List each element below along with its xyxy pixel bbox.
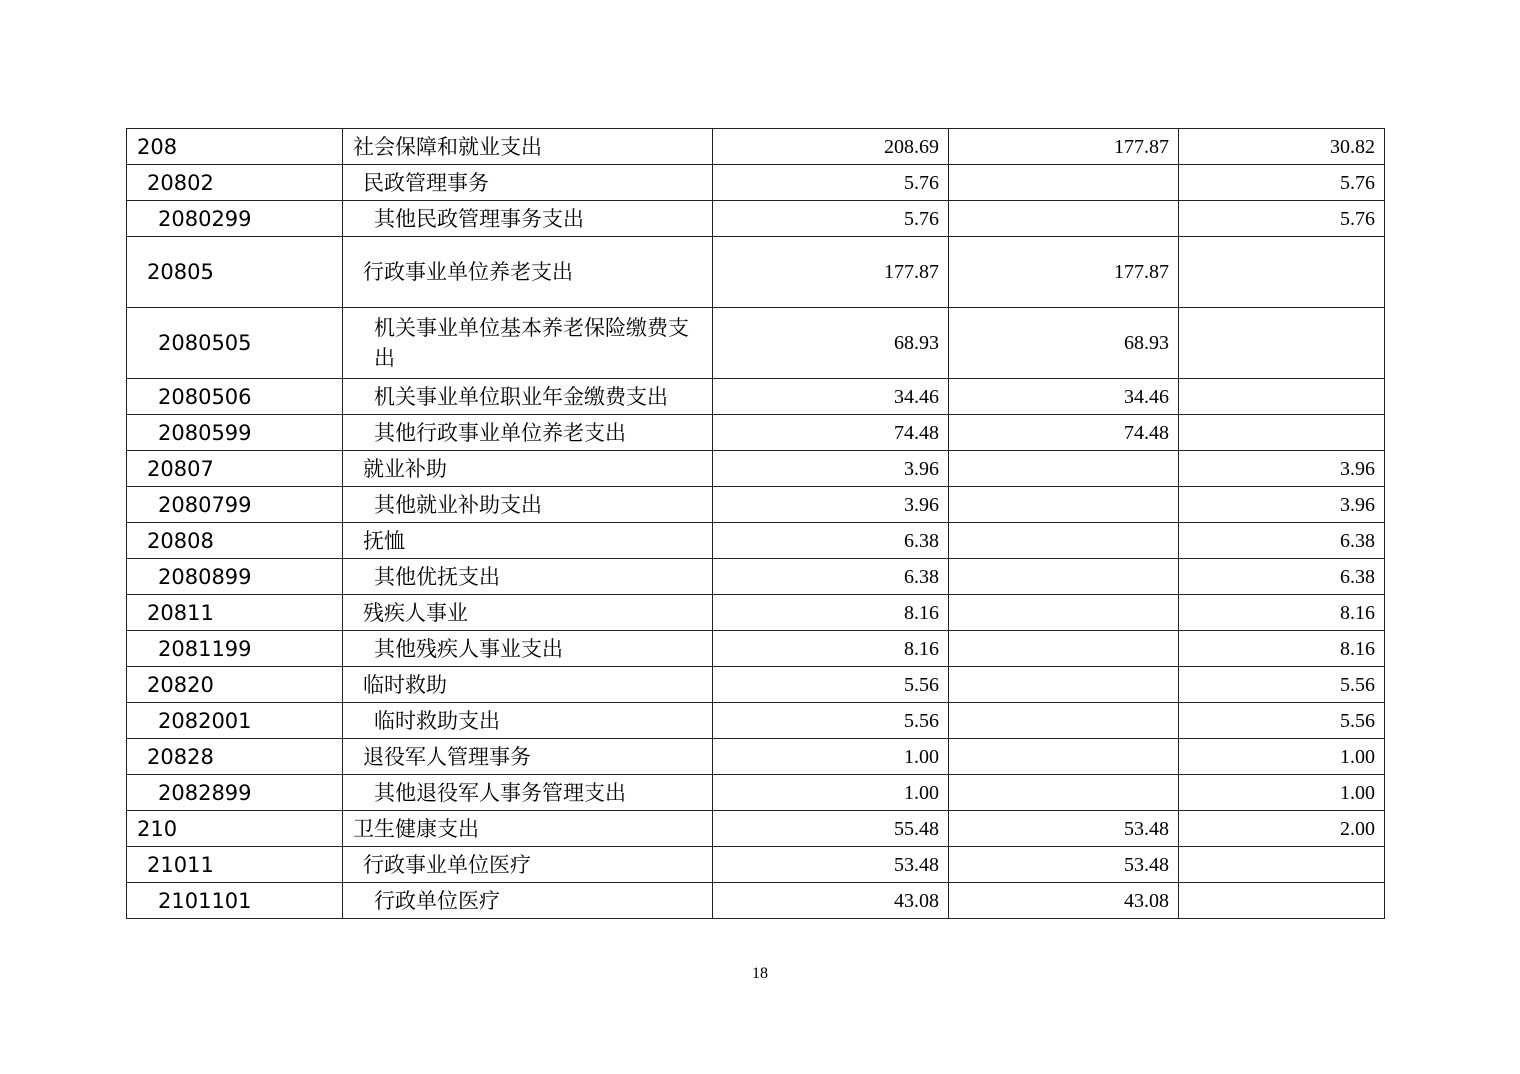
subject-name: 行政单位医疗	[343, 883, 713, 919]
basic-amount	[949, 595, 1179, 631]
project-amount: 1.00	[1179, 775, 1385, 811]
total-amount: 34.46	[713, 379, 949, 415]
basic-amount: 53.48	[949, 811, 1179, 847]
basic-amount	[949, 739, 1179, 775]
subject-name: 其他民政管理事务支出	[343, 201, 713, 237]
project-amount: 2.00	[1179, 811, 1385, 847]
subject-name: 退役军人管理事务	[343, 739, 713, 775]
project-amount: 6.38	[1179, 559, 1385, 595]
basic-amount	[949, 775, 1179, 811]
basic-amount	[949, 165, 1179, 201]
table-row	[127, 487, 1385, 523]
table-row	[127, 775, 1385, 811]
basic-amount	[949, 487, 1179, 523]
basic-amount	[949, 201, 1179, 237]
table-row	[127, 667, 1385, 703]
subject-code: 2080506	[127, 379, 343, 415]
table-row	[127, 201, 1385, 237]
total-amount: 5.56	[713, 703, 949, 739]
subject-code: 2080299	[127, 201, 343, 237]
table-row	[127, 523, 1385, 559]
basic-amount: 53.48	[949, 847, 1179, 883]
basic-amount	[949, 667, 1179, 703]
table-row	[127, 811, 1385, 847]
basic-amount: 177.87	[949, 129, 1179, 165]
table-row	[127, 308, 1385, 379]
subject-code: 20802	[127, 165, 343, 201]
table-row	[127, 631, 1385, 667]
total-amount: 53.48	[713, 847, 949, 883]
total-amount: 68.93	[713, 308, 949, 379]
subject-name: 残疾人事业	[343, 595, 713, 631]
table-row	[127, 559, 1385, 595]
subject-code: 2081199	[127, 631, 343, 667]
project-amount: 1.00	[1179, 739, 1385, 775]
subject-code: 2080599	[127, 415, 343, 451]
project-amount: 3.96	[1179, 451, 1385, 487]
subject-code: 210	[127, 811, 343, 847]
subject-code: 2080899	[127, 559, 343, 595]
subject-code: 2080505	[127, 308, 343, 379]
total-amount: 3.96	[713, 451, 949, 487]
total-amount: 208.69	[713, 129, 949, 165]
subject-name: 社会保障和就业支出	[343, 129, 713, 165]
table-row	[127, 883, 1385, 919]
basic-amount	[949, 703, 1179, 739]
basic-amount: 43.08	[949, 883, 1179, 919]
project-amount	[1179, 847, 1385, 883]
project-amount: 5.76	[1179, 165, 1385, 201]
project-amount: 8.16	[1179, 595, 1385, 631]
total-amount: 43.08	[713, 883, 949, 919]
project-amount: 5.56	[1179, 703, 1385, 739]
subject-code: 2101101	[127, 883, 343, 919]
table-row	[127, 237, 1385, 308]
project-amount	[1179, 237, 1385, 308]
total-amount: 5.76	[713, 201, 949, 237]
total-amount: 1.00	[713, 739, 949, 775]
total-amount: 8.16	[713, 631, 949, 667]
subject-name: 临时救助	[343, 667, 713, 703]
basic-amount	[949, 523, 1179, 559]
subject-code: 20808	[127, 523, 343, 559]
table-row	[127, 379, 1385, 415]
total-amount: 177.87	[713, 237, 949, 308]
subject-name: 行政事业单位养老支出	[343, 237, 713, 308]
subject-code: 2082899	[127, 775, 343, 811]
subject-code: 208	[127, 129, 343, 165]
subject-code: 20807	[127, 451, 343, 487]
subject-name: 其他退役军人事务管理支出	[343, 775, 713, 811]
basic-amount: 68.93	[949, 308, 1179, 379]
subject-name: 其他行政事业单位养老支出	[343, 415, 713, 451]
total-amount: 5.76	[713, 165, 949, 201]
subject-code: 20820	[127, 667, 343, 703]
subject-name: 机关事业单位职业年金缴费支出	[343, 379, 713, 415]
project-amount	[1179, 883, 1385, 919]
project-amount: 30.82	[1179, 129, 1385, 165]
total-amount: 1.00	[713, 775, 949, 811]
total-amount: 3.96	[713, 487, 949, 523]
table-row	[127, 415, 1385, 451]
basic-amount	[949, 451, 1179, 487]
total-amount: 5.56	[713, 667, 949, 703]
total-amount: 8.16	[713, 595, 949, 631]
total-amount: 6.38	[713, 523, 949, 559]
subject-code: 21011	[127, 847, 343, 883]
subject-name: 就业补助	[343, 451, 713, 487]
subject-name: 其他就业补助支出	[343, 487, 713, 523]
subject-name: 机关事业单位基本养老保险缴费支出	[343, 308, 713, 379]
subject-name: 民政管理事务	[343, 165, 713, 201]
subject-code: 20828	[127, 739, 343, 775]
table-row	[127, 451, 1385, 487]
subject-code: 20811	[127, 595, 343, 631]
project-amount	[1179, 415, 1385, 451]
table-body	[127, 129, 1385, 919]
project-amount	[1179, 379, 1385, 415]
basic-amount	[949, 559, 1179, 595]
table-row	[127, 165, 1385, 201]
project-amount: 8.16	[1179, 631, 1385, 667]
total-amount: 55.48	[713, 811, 949, 847]
project-amount: 3.96	[1179, 487, 1385, 523]
subject-name: 其他残疾人事业支出	[343, 631, 713, 667]
project-amount: 5.76	[1179, 201, 1385, 237]
basic-amount: 34.46	[949, 379, 1179, 415]
project-amount	[1179, 308, 1385, 379]
subject-name: 行政事业单位医疗	[343, 847, 713, 883]
subject-name: 临时救助支出	[343, 703, 713, 739]
subject-name: 抚恤	[343, 523, 713, 559]
basic-amount: 177.87	[949, 237, 1179, 308]
project-amount: 5.56	[1179, 667, 1385, 703]
subject-name: 卫生健康支出	[343, 811, 713, 847]
table-row	[127, 703, 1385, 739]
basic-amount: 74.48	[949, 415, 1179, 451]
basic-amount	[949, 631, 1179, 667]
project-amount: 6.38	[1179, 523, 1385, 559]
budget-table-container	[126, 128, 1384, 919]
table-row	[127, 847, 1385, 883]
subject-code: 2082001	[127, 703, 343, 739]
table-row	[127, 739, 1385, 775]
subject-code: 20805	[127, 237, 343, 308]
total-amount: 74.48	[713, 415, 949, 451]
total-amount: 6.38	[713, 559, 949, 595]
page-number: 18	[752, 965, 768, 982]
table-row	[127, 595, 1385, 631]
subject-name: 其他优抚支出	[343, 559, 713, 595]
table-row	[127, 129, 1385, 165]
subject-code: 2080799	[127, 487, 343, 523]
expenditure-table	[126, 128, 1385, 919]
